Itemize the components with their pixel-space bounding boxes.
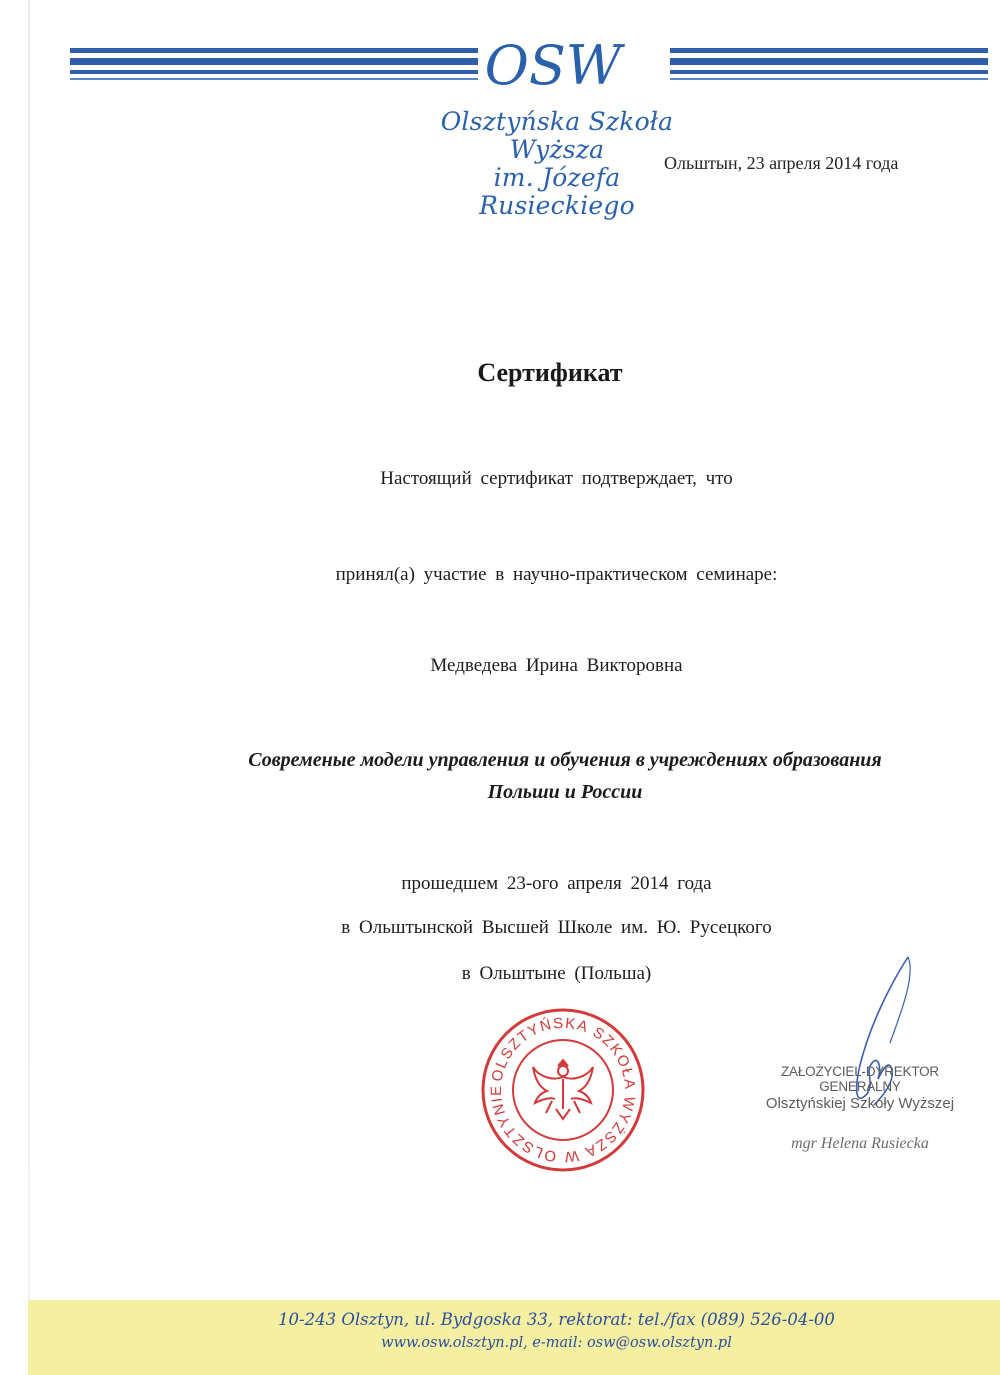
document-date: Ольштын, 23 апреля 2014 года — [664, 153, 899, 173]
footer-web-email: www.osw.olsztyn.pl, e-mail: osw@osw.olsztyn.pl — [381, 1335, 732, 1351]
school-seal — [478, 1005, 648, 1175]
school-name-line2: im. Józefa Rusieckiego — [479, 163, 635, 220]
logo-text: OSW — [484, 34, 622, 97]
school-name — [412, 108, 702, 220]
seminar-title — [145, 744, 985, 808]
participant-name: Медведева Ирина Викторовна — [430, 655, 683, 676]
seminar-title-line1: Современые модели управления и обучения в учреждениях образования — [248, 749, 882, 771]
seminar-title-line2: Польши и России — [487, 781, 643, 803]
held-place-line: в Ольштынской Высшей Школе им. Ю. Русецкого — [341, 917, 772, 938]
director-school: Olsztyńskiej Szkoły Wyższej — [765, 1095, 955, 1112]
school-name-line1: Olsztyńska Szkoła Wyższa — [440, 107, 674, 164]
participation-line: принял(а) участие в научно-практическом семинаре: — [335, 564, 778, 585]
certificate-title: Сертификат — [477, 358, 623, 387]
confirm-line: Настоящий сертификат подтверждает, что — [380, 468, 733, 489]
page-edge — [28, 0, 30, 1375]
director-stamp — [740, 1064, 980, 1153]
eagle-icon — [533, 1060, 593, 1119]
osw-logo — [478, 28, 628, 98]
held-date-line: прошедшем 23-ого апреля 2014 года — [401, 873, 712, 894]
footer-address: 10-243 Olsztyn, ul. Bydgoska 33, rektorat: tel./fax (089) 526-04-00 — [278, 1310, 835, 1329]
seal-text: OLSZTYŃSKA SZKOŁA WYŻSZA W OLSZTYNIE — [487, 1014, 639, 1166]
footer-contacts — [0, 1308, 1000, 1354]
director-name: mgr Helena Rusiecka — [791, 1135, 929, 1152]
held-city-line: в Ольштыне (Польша) — [461, 963, 652, 984]
director-role: ZAŁOŻYCIEL-DYREKTOR GENERALNY — [781, 1064, 939, 1094]
